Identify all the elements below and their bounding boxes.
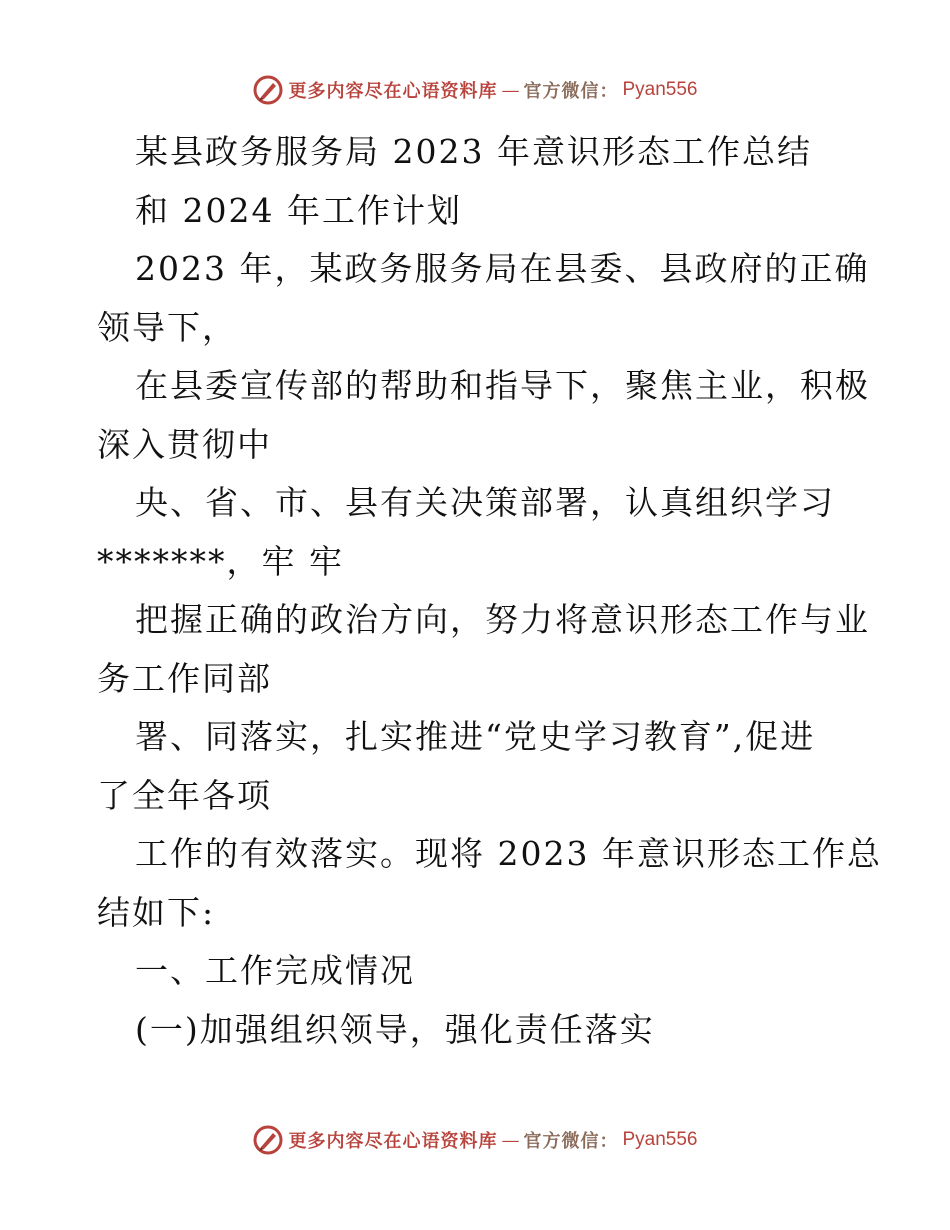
banner-dash: — (501, 1129, 520, 1151)
doc-line: 和 2024 年工作计划 (135, 190, 462, 230)
banner-dash: — (501, 79, 520, 101)
doc-line: 深入贯彻中 (97, 424, 272, 464)
doc-line: 在县委宣传部的帮助和指导下，聚焦主业，积极 (135, 366, 870, 405)
banner-wechat-id: Pyan556 (622, 79, 698, 100)
banner-wechat-id: Pyan556 (622, 1129, 698, 1150)
pen-logo-icon (252, 74, 284, 106)
doc-line: 务工作同部 (97, 658, 272, 698)
banner-wechat-label: 官方微信： (523, 81, 619, 102)
section-heading: 一、工作完成情况 (135, 951, 415, 990)
document-body (97, 123, 882, 1059)
doc-line: 工作的有效落实。现将 2023 年意识形态工作总 (135, 834, 882, 873)
doc-line: *******，牢 牢 (97, 541, 344, 581)
doc-line: 署、同落实，扎实推进“党史学习教育”,促进 (135, 717, 816, 756)
footer-watermark-banner (0, 1120, 950, 1160)
doc-line: 领导下， (97, 307, 237, 347)
banner-wechat-label: 官方微信： (523, 1131, 619, 1152)
doc-line: 结如下: (97, 892, 216, 932)
banner-text: 更多内容尽在心语资料库 (288, 1131, 498, 1152)
doc-line: 某县政务服务局 2023 年意识形态工作总结 (135, 132, 812, 171)
subsection-heading: (一)加强组织领导，强化责任落实 (135, 1009, 655, 1049)
doc-line: 了全年各项 (97, 775, 272, 815)
doc-line: 把握正确的政治方向，努力将意识形态工作与业 (135, 600, 870, 639)
doc-line: 2023 年，某政务服务局在县委、县政府的正确 (135, 249, 870, 288)
pen-logo-icon (252, 1124, 284, 1156)
doc-line: 央、省、市、县有关决策部署，认真组织学习 (135, 483, 835, 522)
header-watermark-banner (0, 70, 950, 110)
banner-text: 更多内容尽在心语资料库 (288, 81, 498, 102)
